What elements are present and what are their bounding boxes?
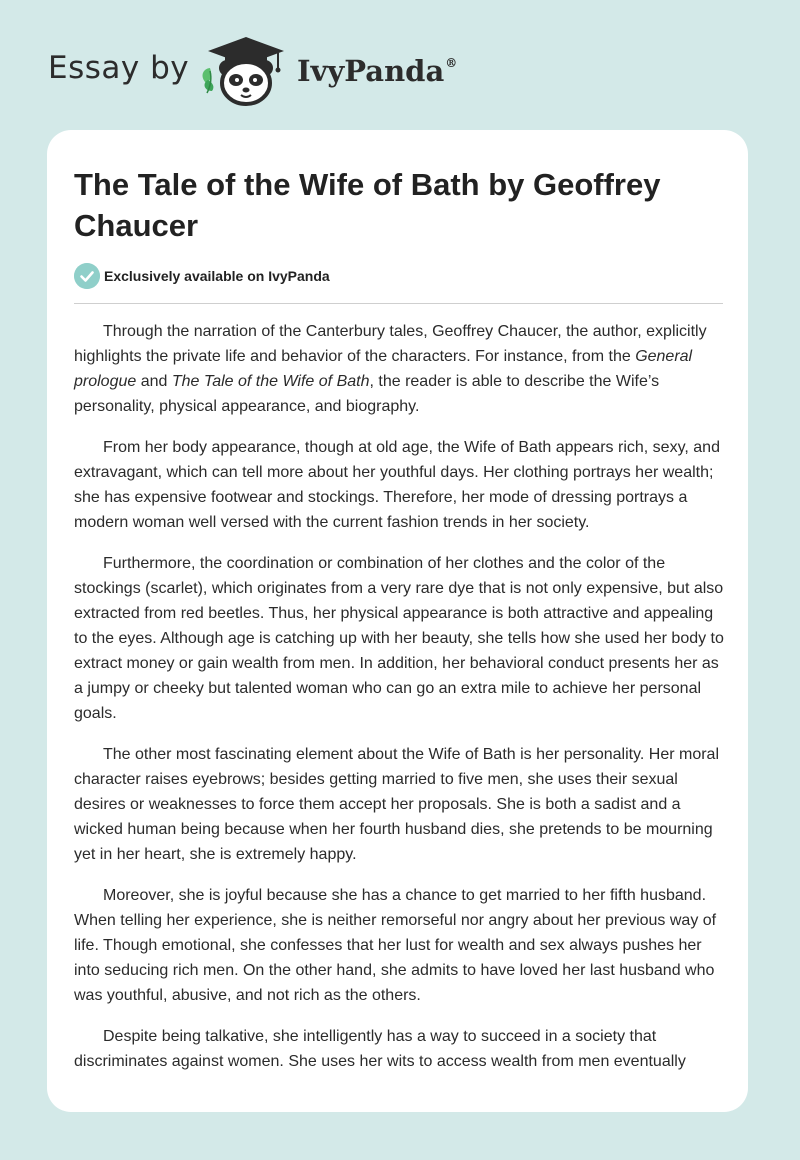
paragraph-text: , the reader is able to describe the Wife’s personality, physical appearance, and biography.: [74, 373, 660, 415]
divider: [74, 303, 723, 304]
brand-text: IvyPanda: [297, 54, 445, 88]
essay-by-label: Essay by: [48, 50, 190, 86]
paragraph: [74, 319, 724, 419]
essay-title: The Tale of the Wife of Bath by Geoffrey Chaucer: [74, 167, 661, 243]
paragraph-text: and: [136, 373, 172, 390]
ivypanda-logo-icon: [198, 35, 293, 110]
work-title-general-prologue: General prologue: [74, 348, 693, 390]
work-title-wife-of-bath: The Tale of the Wife of Bath: [171, 373, 370, 390]
paragraph: From her body appearance, though at old age, the Wife of Bath appears rich, sexy, and extravagant, which can tell more about her youthful days. Her clothing portrays her wealth; she has expensive footwear and stockings. Therefore, her mode of dressing portrays a modern woman well versed with the current fashion trends in her society.: [74, 439, 720, 531]
check-circle-icon: [74, 263, 100, 289]
paragraph: Moreover, she is joyful because she has a chance to get married to her fifth husband. When telling her experience, she is neither remorseful nor angry about her previous way of life. Though emotional, she confesses that her lust for wealth and sex always pushes her into seducing rich men. On the other hand, she admits to have loved her last husband who was youthful, abusive, and not rich as the others.: [74, 887, 717, 1004]
paragraph: The other most fascinating element about the Wife of Bath is her personality. Her moral character raises eyebrows; besides getting married to five men, she uses their sexual desires or weaknesses to force them accept her proposals. She is both a sadist and a wicked human being because when her fourth husband dies, she pretends to be mourning yet in her heart, she is extremely happy.: [74, 746, 719, 863]
brand-name: [297, 54, 457, 88]
site-header: [0, 0, 800, 122]
registered-mark: ®: [445, 56, 458, 70]
exclusive-badge-label: Exclusively available on IvyPanda: [104, 268, 330, 284]
paragraph: Furthermore, the coordination or combination of her clothes and the color of the stockings (scarlet), which originates from a very rare dye that is not only expensive, but also extracted from red beetles. Thus, her physical appearance is both attractive and appealing to the eyes. Although age is catching up with her beauty, she tells how she used her body to extract money or gain wealth from men. In addition, her behavioral conduct presents her as a jumpy or cheeky but talented woman who can go an extra mile to achieve her personal goals.: [74, 555, 724, 722]
essay-card: [47, 130, 748, 1112]
essay-body: [74, 319, 724, 1090]
paragraph-text: Through the narration of the Canterbury tales, Geoffrey Chaucer, the author, explicitly highlights the private life and behavior of the characters. For instance, from the: [74, 323, 707, 365]
paragraph: Despite being talkative, she intelligently has a way to succeed in a society that discriminates against women. She uses her wits to access wealth from men eventually: [74, 1028, 686, 1070]
